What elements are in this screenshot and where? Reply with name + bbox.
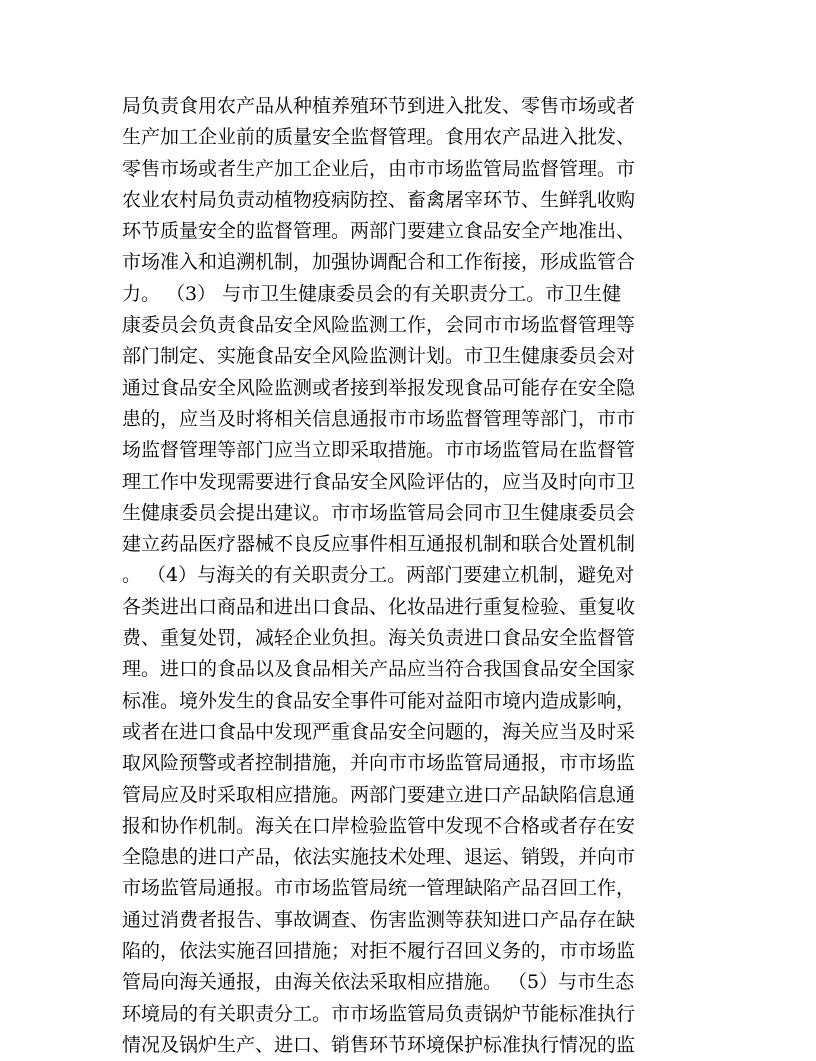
text-line: 管局应及时采取相应措施。两部门要建立进口产品缺陷信息通 [122, 783, 636, 806]
text-line: 标准。境外发生的食品安全事件可能对益阳市境内造成影响， [122, 689, 636, 712]
text-line: 市场准入和追溯机制，加强协调配合和工作衔接，形成监管合 [122, 251, 636, 274]
text-line: 情况及锅炉生产、进口、销售环节环境保护标准执行情况的监 [122, 1033, 636, 1056]
text-line: 零售市场或者生产加工企业后，由市市场监管局监督管理。市 [122, 157, 636, 180]
text-line: 或者在进口食品中发现严重食品安全问题的，海关应当及时采 [122, 720, 636, 743]
text-line: 各类进出口商品和进出口食品、化妆品进行重复检验、重复收 [122, 595, 636, 618]
text-line: 通过消费者报告、事故调查、伤害监测等获知进口产品存在缺 [122, 908, 636, 931]
text-line: 。 （4）与海关的有关职责分工。两部门要建立机制，避免对 [122, 564, 635, 587]
body-text [122, 91, 702, 1061]
text-line: 费、重复处罚，减轻企业负担。海关负责进口食品安全监督管 [122, 627, 636, 650]
text-line: 患的，应当及时将相关信息通报市市场监督管理等部门，市市 [122, 407, 636, 430]
text-line: 农业农村局负责动植物疫病防控、畜禽屠宰环节、生鲜乳收购 [122, 188, 636, 211]
text-line: 理。进口的食品以及食品相关产品应当符合我国食品安全国家 [122, 658, 636, 681]
text-line: 康委员会负责食品安全风险监测工作，会同市市场监督管理等 [122, 314, 636, 337]
text-line: 环境局的有关职责分工。市市场监管局负责锅炉节能标准执行 [122, 1002, 636, 1025]
text-line: 通过食品安全风险监测或者接到举报发现食品可能存在安全隐 [122, 376, 636, 399]
text-line: 场监督管理等部门应当立即采取措施。市市场监管局在监督管 [122, 439, 636, 462]
text-line: 管局向海关通报，由海关依法采取相应措施。 （5）与市生态 [122, 971, 635, 994]
text-line: 力。 （3） 与市卫生健康委员会的有关职责分工。市卫生健 [122, 282, 622, 305]
text-line: 陷的，依法实施召回措施；对拒不履行召回义务的，市市场监 [122, 940, 636, 963]
text-line: 环节质量安全的监督管理。两部门要建立食品安全产地准出、 [122, 220, 636, 243]
text-line: 建立药品医疗器械不良反应事件相互通报机制和联合处置机制 [122, 533, 636, 556]
text-line: 生健康委员会提出建议。市市场监管局会同市卫生健康委员会 [122, 501, 636, 524]
text-line: 理工作中发现需要进行食品安全风险评估的，应当及时向市卫 [122, 470, 636, 493]
text-line: 全隐患的进口产品，依法实施技术处理、退运、销毁，并向市 [122, 846, 636, 869]
text-line: 取风险预警或者控制措施，并向市市场监管局通报，市市场监 [122, 752, 636, 775]
text-line: 生产加工企业前的质量安全监督管理。食用农产品进入批发、 [122, 126, 636, 149]
text-line: 报和协作机制。海关在口岸检验监管中发现不合格或者存在安 [122, 814, 636, 837]
text-line: 部门制定、实施食品安全风险监测计划。市卫生健康委员会对 [122, 345, 636, 368]
text-line: 市场监管局通报。市市场监管局统一管理缺陷产品召回工作， [122, 877, 636, 900]
text-line: 局负责食用农产品从种植养殖环节到进入批发、零售市场或者 [122, 95, 636, 117]
